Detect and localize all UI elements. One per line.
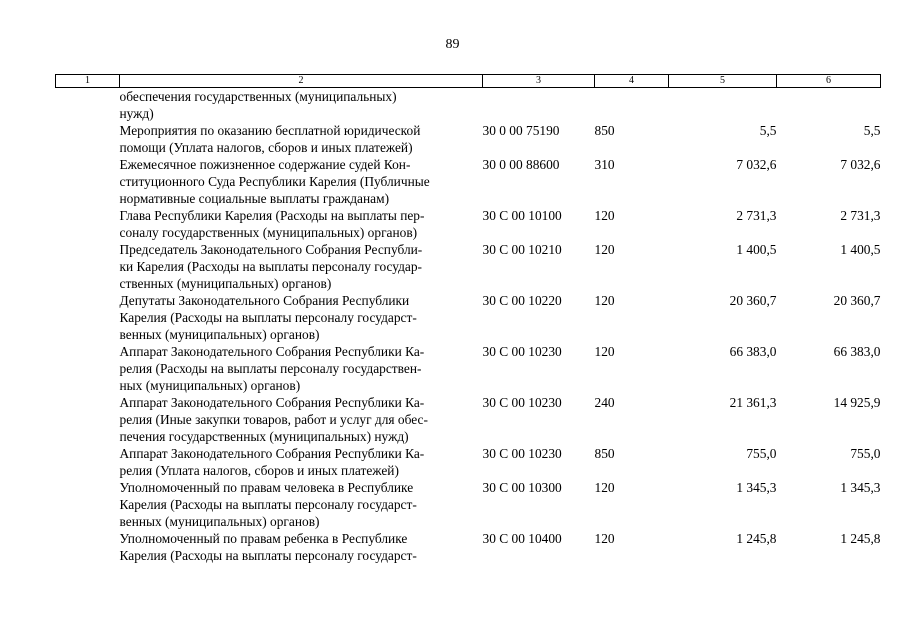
- expense-type-code: 850: [594, 123, 615, 138]
- column-header-2: 2: [120, 75, 483, 88]
- amount-col-5: 1 345,3: [736, 480, 777, 495]
- amount-col-6: 755,0: [850, 446, 881, 461]
- page-number: 89: [445, 37, 460, 52]
- target-article-code: 30 С 00 10230: [482, 344, 562, 359]
- cell-empty: [56, 241, 120, 292]
- amount-col-5: 7 032,6: [736, 157, 777, 172]
- target-article-code: 30 0 00 88600: [482, 157, 560, 172]
- header-row: [56, 75, 881, 88]
- column-header-4: 4: [595, 75, 669, 88]
- expense-type-code: 120: [594, 344, 615, 359]
- amount-col-6: 2 731,3: [840, 208, 881, 223]
- table-row: [56, 207, 881, 241]
- expense-description: обеспечения государственных (муниципальных) нужд): [119, 89, 397, 121]
- expense-description: Аппарат Законодательного Собрания Республики Ка- релия (Уплата налогов, сборов и иных платежей): [119, 446, 425, 478]
- target-article-code: 30 0 00 75190: [482, 123, 560, 138]
- target-article-code: 30 С 00 10300: [482, 480, 562, 495]
- target-article-code: 30 С 00 10400: [482, 531, 562, 546]
- target-article-code: 30 С 00 10220: [482, 293, 562, 308]
- column-header-1: 1: [56, 75, 120, 88]
- expense-type-code: 310: [594, 157, 615, 172]
- cell-empty: [56, 122, 120, 156]
- expense-description: Аппарат Законодательного Собрания Республики Ка- релия (Расходы на выплаты персоналу государствен- ных (муниципальных) органов): [119, 344, 425, 393]
- target-article-code: [483, 88, 595, 123]
- expense-type-code: 850: [594, 446, 615, 461]
- cell-empty: [56, 343, 120, 394]
- amount-col-6: 20 360,7: [833, 293, 881, 308]
- amount-col-5: 5,5: [759, 123, 777, 138]
- expense-description: Ежемесячное пожизненное содержание судей Кон- ституционного Суда Республики Карелия (Публичные нормативные социальные выплаты гражданам): [119, 157, 430, 206]
- table-row: [56, 156, 881, 207]
- column-header-5: 5: [669, 75, 777, 88]
- column-header-6: 6: [777, 75, 881, 88]
- amount-col-5: 21 361,3: [729, 395, 777, 410]
- amount-col-5: 66 383,0: [729, 344, 777, 359]
- expense-description: Уполномоченный по правам человека в Республике Карелия (Расходы на выплаты персоналу государст- венных (муниципальных) органов): [119, 480, 417, 529]
- column-header-3: 3: [483, 75, 595, 88]
- target-article-code: 30 С 00 10210: [482, 242, 562, 257]
- amount-col-6: 1 345,3: [840, 480, 881, 495]
- expense-type-code: 120: [594, 242, 615, 257]
- cell-empty: [56, 156, 120, 207]
- expense-type-code: 240: [594, 395, 615, 410]
- table-row: [56, 530, 881, 564]
- amount-col-6: 1 245,8: [840, 531, 881, 546]
- expense-description: Депутаты Законодательного Собрания Республики Карелия (Расходы на выплаты персоналу государст- венных (муниципальных) органов): [119, 293, 417, 342]
- cell-empty: [56, 88, 120, 123]
- expense-description: Глава Республики Карелия (Расходы на выплаты пер- соналу государственных (муниципальных) органов): [119, 208, 425, 240]
- amount-col-5: 1 400,5: [736, 242, 777, 257]
- expense-type-code: 120: [594, 208, 615, 223]
- amount-col-5: [669, 88, 777, 123]
- table-row: [56, 445, 881, 479]
- amount-col-6: 66 383,0: [833, 344, 881, 359]
- amount-col-5: 20 360,7: [729, 293, 777, 308]
- amount-col-6: [777, 88, 881, 123]
- amount-col-6: 5,5: [863, 123, 881, 138]
- table-row: [56, 343, 881, 394]
- expense-description: Мероприятия по оказанию бесплатной юридической помощи (Уплата налогов, сборов и иных платежей): [119, 123, 421, 155]
- expense-type-code: 120: [594, 531, 615, 546]
- cell-empty: [56, 207, 120, 241]
- expense-type-code: 120: [594, 293, 615, 308]
- table-header: [56, 75, 881, 88]
- table-row: [56, 292, 881, 343]
- target-article-code: 30 С 00 10230: [482, 395, 562, 410]
- cell-empty: [56, 479, 120, 530]
- table-row: [56, 88, 881, 123]
- expense-description: Аппарат Законодательного Собрания Республики Ка- релия (Иные закупки товаров, работ и услуг для обес- печения государственных (муниципальных) нужд): [119, 395, 428, 444]
- amount-col-5: 1 245,8: [736, 531, 777, 546]
- expense-description: Уполномоченный по правам ребенка в Республике Карелия (Расходы на выплаты персоналу государст-: [119, 531, 417, 563]
- cell-empty: [56, 445, 120, 479]
- amount-col-6: 14 925,9: [833, 395, 881, 410]
- cell-empty: [56, 292, 120, 343]
- amount-col-6: 7 032,6: [840, 157, 881, 172]
- amount-col-5: 2 731,3: [736, 208, 777, 223]
- cell-empty: [56, 530, 120, 564]
- cell-empty: [56, 394, 120, 445]
- expense-type-code: 120: [594, 480, 615, 495]
- budget-table: [55, 74, 881, 564]
- expense-type-code: [595, 88, 669, 123]
- amount-col-5: 755,0: [746, 446, 777, 461]
- table-row: [56, 394, 881, 445]
- expense-description: Председатель Законодательного Собрания Республи- ки Карелия (Расходы на выплаты персоналу государ- ственных (муниципальных) органов): [119, 242, 423, 291]
- amount-col-6: 1 400,5: [840, 242, 881, 257]
- table-row: [56, 241, 881, 292]
- table-row: [56, 122, 881, 156]
- target-article-code: 30 С 00 10230: [482, 446, 562, 461]
- table-row: [56, 479, 881, 530]
- target-article-code: 30 С 00 10100: [482, 208, 562, 223]
- table-body: [56, 88, 881, 565]
